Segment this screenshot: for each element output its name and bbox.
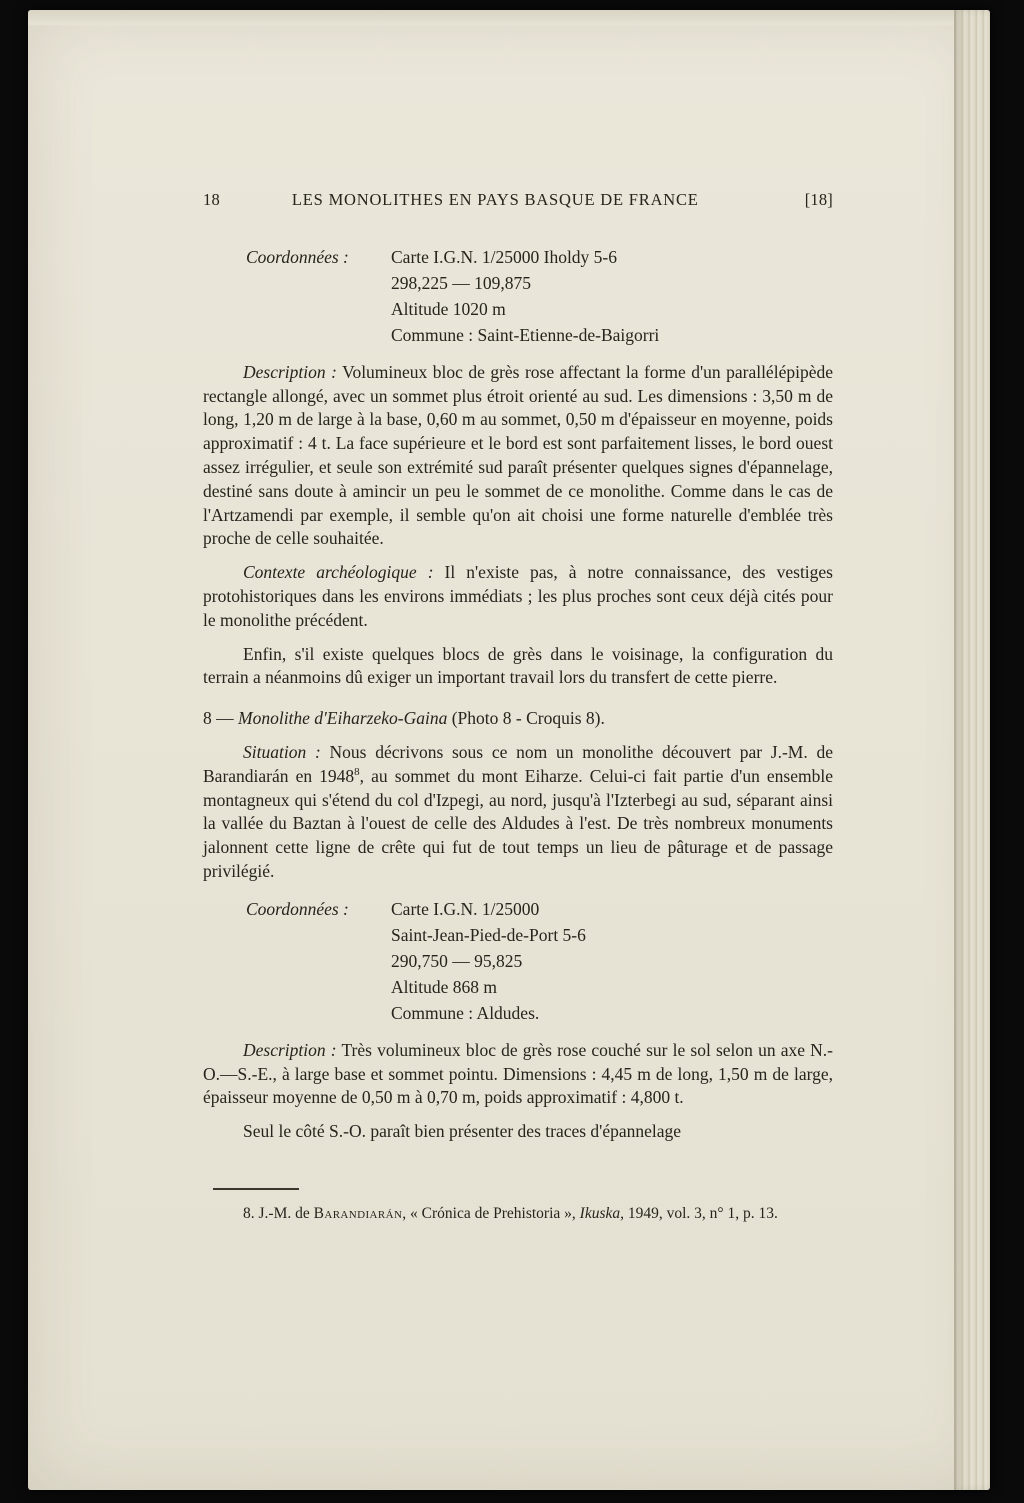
section-suffix: (Photo 8 - Croquis 8). bbox=[447, 708, 605, 729]
coordinates-label: Coordonnées : bbox=[246, 898, 349, 919]
contexte-paragraph bbox=[203, 561, 833, 632]
page-stack-edge bbox=[954, 10, 990, 1490]
footnote-text-3: , 1949, vol. 3, n° 1, p. 13. bbox=[620, 1204, 778, 1222]
coord-line: 290,750 — 95,825 bbox=[391, 950, 523, 971]
footnote-text-2: , « Crónica de Prehistoria », bbox=[402, 1204, 580, 1222]
coord-line: Commune : Aldudes. bbox=[391, 1002, 540, 1023]
description-paragraph-1 bbox=[203, 361, 833, 551]
page-top-edge bbox=[28, 10, 990, 26]
page-header bbox=[203, 188, 833, 212]
section-number: 8 — bbox=[203, 708, 238, 729]
contexte-text: Il n'existe pas, à notre connaissance, des vestiges protohistoriques dans les environs immédiats ; les plus proches sont ceux déjà cités pour le monolithe précédent. bbox=[203, 562, 833, 630]
section-title: Monolithe d'Eiharzeko-Gaina bbox=[238, 708, 448, 729]
description-label: Description : bbox=[243, 1039, 337, 1060]
running-title: LES MONOLITHES EN PAYS BASQUE DE FRANCE bbox=[291, 190, 699, 209]
coord-line: Saint-Jean-Pied-de-Port 5-6 bbox=[391, 924, 586, 945]
footnote-text-1: J.-M. de bbox=[258, 1204, 314, 1222]
coordinates-values bbox=[391, 896, 833, 1026]
enfin-paragraph: Enfin, s'il existe quelques blocs de grès dans le voisinage, la configuration du terrain a néanmoins dû exiger un important travail lors du transfert de cette pierre. bbox=[203, 643, 833, 688]
description-paragraph-2 bbox=[203, 1039, 833, 1110]
situation-label: Situation : bbox=[243, 741, 321, 762]
section-8-heading bbox=[203, 707, 833, 731]
footnote-author-name: Barandiarán bbox=[313, 1204, 403, 1222]
situation-text-1: Nous décrivons sous ce nom un monolithe découvert par J.-M. de Barandiarán en 1948 bbox=[203, 741, 833, 786]
coord-line: Carte I.G.N. 1/25000 Iholdy 5-6 bbox=[391, 246, 618, 267]
footnote-reference-mark: 8 bbox=[354, 765, 360, 778]
description-text: Volumineux bloc de grès rose affectant la forme d'un parallélépipède rectangle allongé, avec un sommet plus étroit orienté au sud. Les dimensions : 3,50 m de long, 1,20 m de large à la base, 0,60 m au sommet, 0,50 m d'épaisseur en moyenne, poids approximatif : 4 t. La face supérieure et le bord est sont parfaitement lisses, le bord ouest assez irrégulier, et seule son extrémité sud paraît présenter quelques signes d'épannelage, destiné sans doute à amincir un peu le sommet de ce monolithe. Comme dans le cas de l'Artzamendi par exemple, il semble qu'on ait choisi une forme naturelle d'emblée très proche de celle souhaitée. bbox=[203, 361, 833, 549]
bracket-page-ref: [18] bbox=[804, 190, 833, 209]
contexte-label: Contexte archéologique : bbox=[243, 562, 434, 583]
footnote-number: 8. bbox=[243, 1204, 259, 1222]
coord-line: Altitude 868 m bbox=[391, 976, 497, 997]
coord-line: Altitude 1020 m bbox=[391, 298, 506, 319]
coordinates-values bbox=[391, 244, 833, 348]
footnote-8 bbox=[203, 1202, 833, 1226]
description-text: Très volumineux bloc de grès rose couché sur le sol selon un axe N.-O.—S.-E., à large base et sommet pointu. Dimensions : 4,45 m de long, 1,50 m de large, épaisseur moyenne de 0,50 m à 0,70 m, poids approximatif : 4,800 t. bbox=[203, 1039, 833, 1108]
footnote-work-title: Ikuska bbox=[579, 1204, 621, 1222]
description-label: Description : bbox=[243, 361, 337, 382]
coord-line: 298,225 — 109,875 bbox=[391, 272, 531, 293]
coord-line: Commune : Saint-Etienne-de-Baigorri bbox=[391, 324, 660, 345]
footnote-separator-rule bbox=[213, 1188, 299, 1190]
page-content bbox=[203, 188, 833, 1241]
situation-paragraph bbox=[203, 741, 833, 884]
coordinates-block-2 bbox=[203, 896, 833, 1026]
coord-line: Carte I.G.N. 1/25000 bbox=[391, 898, 540, 919]
situation-text-2: , au sommet du mont Eiharze. Celui-ci fait partie d'un ensemble montagneux qui s'étend du col d'Izpegi, au nord, jusqu'à l'Izterbegi au sud, séparant ainsi la vallée du Baztan à l'ouest de celle des Aldudes à l'est. De très nombreux monuments jalonnent cette ligne de crête qui fut de tout temps un lieu de pâturage et de passage privilégié. bbox=[203, 765, 833, 881]
book-page bbox=[28, 10, 990, 1490]
coordinates-label: Coordonnées : bbox=[246, 246, 349, 267]
page-number: 18 bbox=[203, 190, 220, 209]
coordinates-block-1 bbox=[203, 244, 833, 348]
closing-line-paragraph: Seul le côté S.-O. paraît bien présenter des traces d'épannelage bbox=[243, 1121, 682, 1142]
